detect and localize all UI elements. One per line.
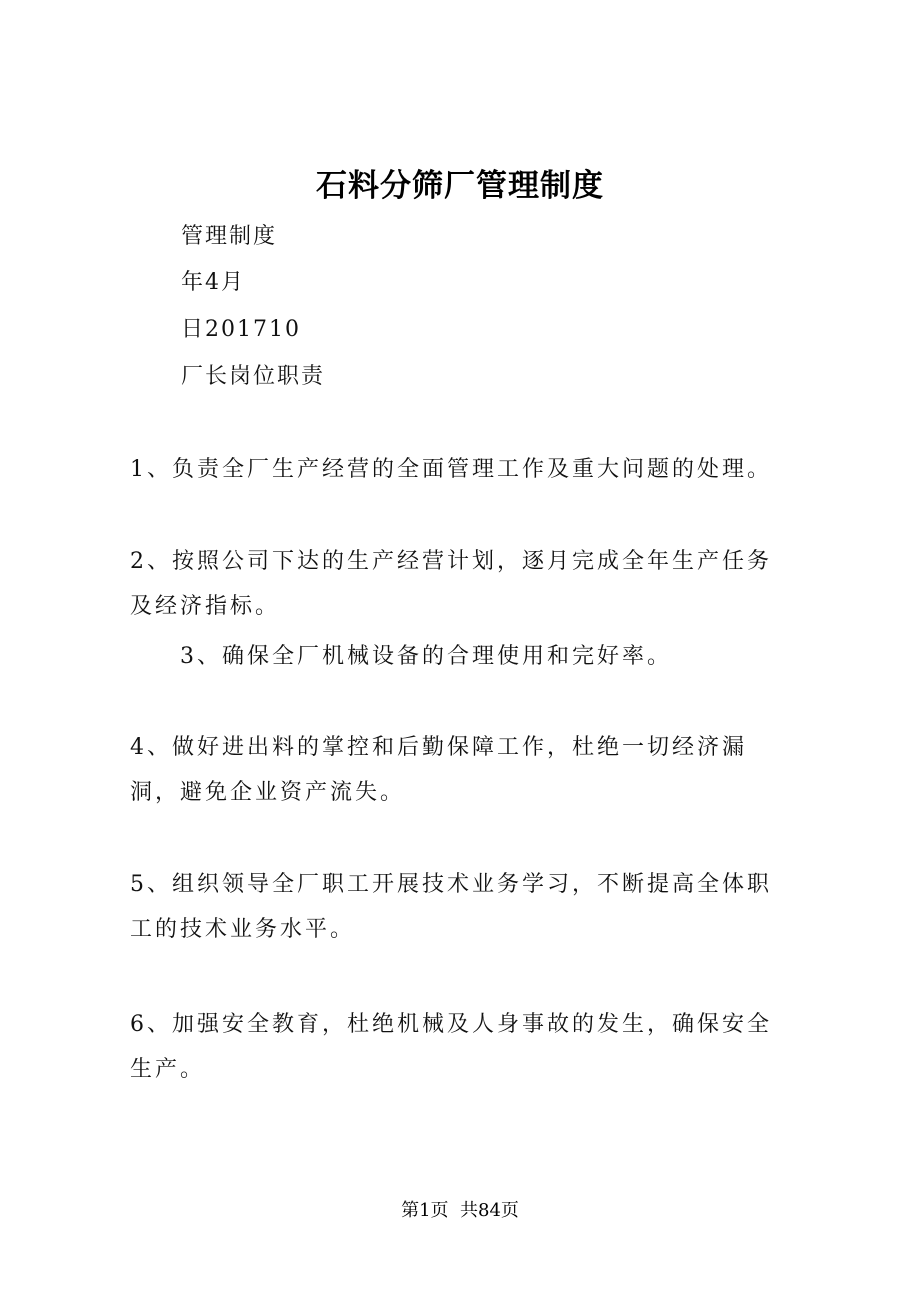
meta-line-year-month: 年4月 bbox=[181, 270, 245, 295]
section-heading-director-duties: 厂长岗位职责 bbox=[181, 364, 326, 389]
paragraph-1: 1、负责全厂生产经营的全面管理工作及重大问题的处理。 bbox=[130, 457, 772, 482]
paragraph-6: 6、加强安全教育，杜绝机械及人身事故的发生，确保安全生产。 bbox=[130, 1012, 772, 1082]
paragraph-2: 2、按照公司下达的生产经营计划，逐月完成全年生产任务及经济指标。 bbox=[130, 549, 772, 619]
paragraph-4: 4、做好进出料的掌控和后勤保障工作，杜绝一切经济漏洞，避免企业资产流失。 bbox=[130, 735, 747, 805]
document-title: 石料分筛厂管理制度 bbox=[316, 168, 604, 204]
paragraph-3: 3、确保全厂机械设备的合理使用和完好率。 bbox=[180, 644, 672, 669]
meta-line-management-system: 管理制度 bbox=[181, 224, 278, 249]
page-footer: 第1页 共84页 bbox=[401, 1200, 519, 1221]
meta-line-day-code: 日201710 bbox=[181, 317, 301, 342]
paragraph-5: 5、组织领导全厂职工开展技术业务学习，不断提高全体职工的技术业务水平。 bbox=[130, 872, 772, 942]
